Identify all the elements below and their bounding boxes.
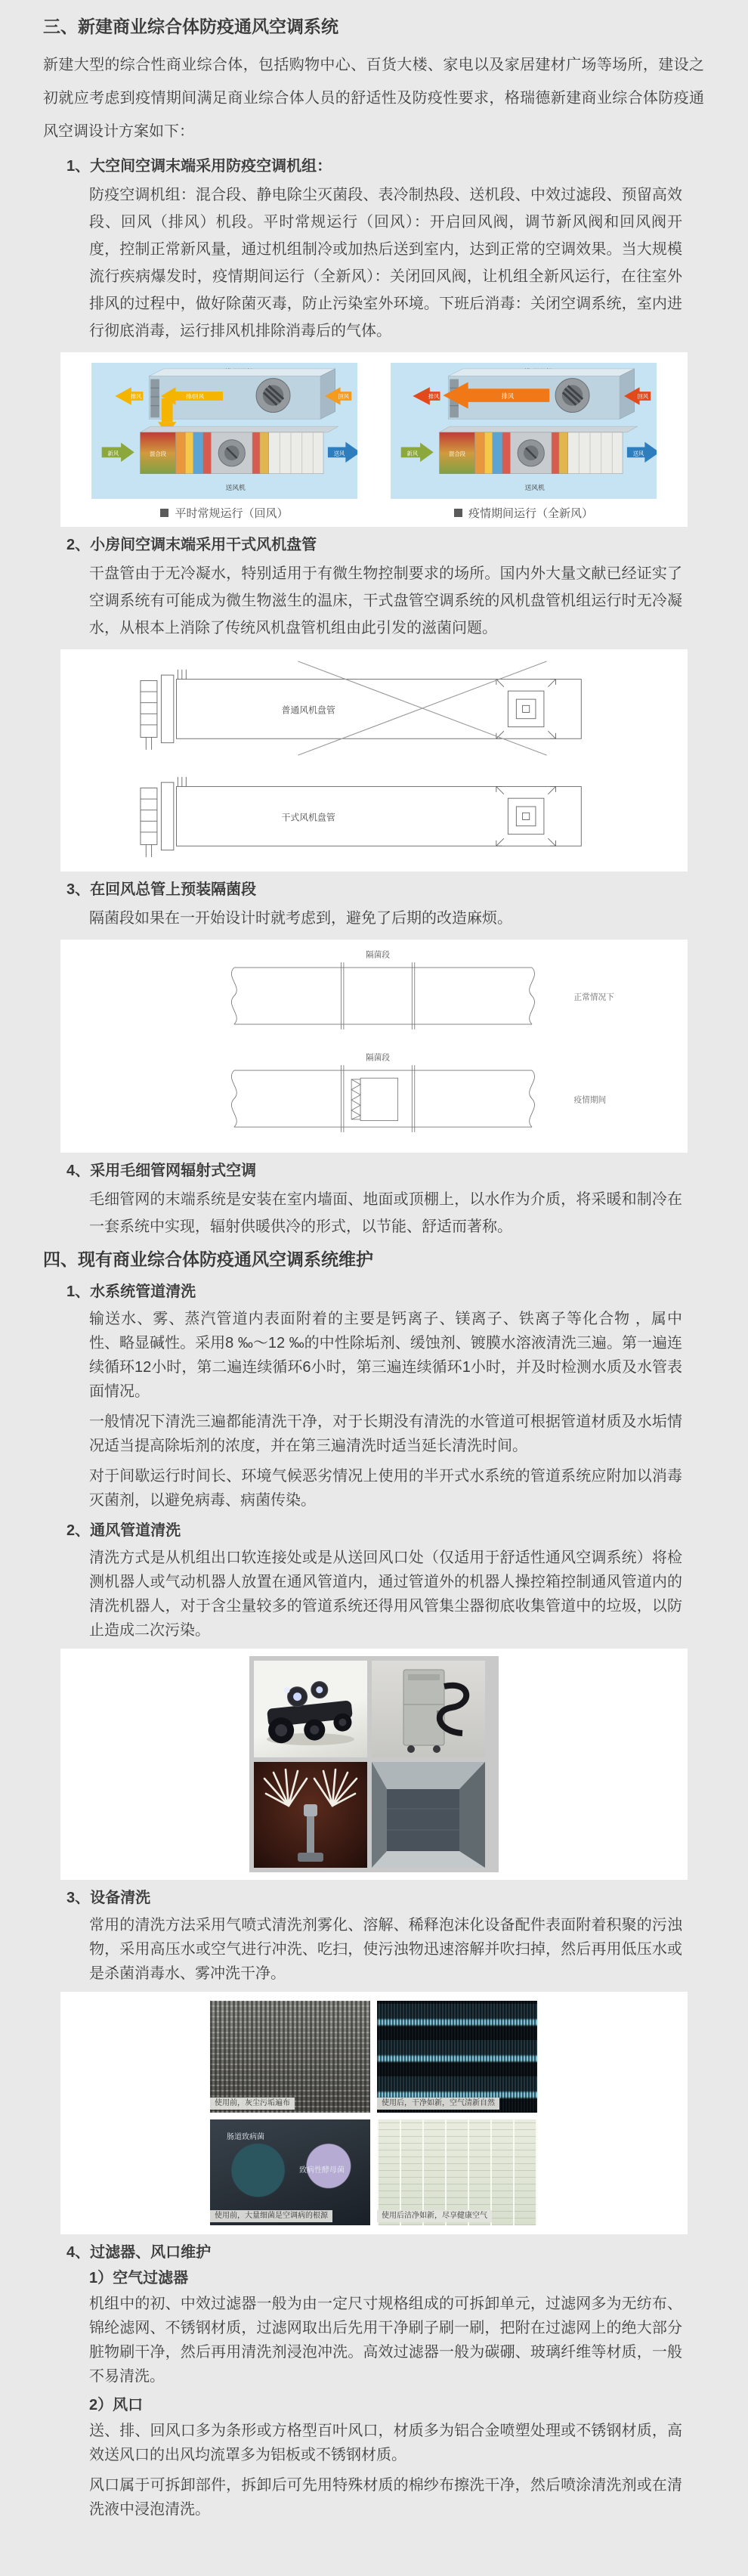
ahu-diagram-normal-mode xyxy=(91,363,357,499)
s3-item2-title: 2、小房间空调末端采用干式风机盘管 xyxy=(66,537,317,553)
photo-duct-interior xyxy=(372,1762,485,1868)
robot-illustration xyxy=(254,1661,367,1757)
germ-label: 肠道致病菌 xyxy=(227,2133,264,2141)
robot-photo-grid xyxy=(249,1656,499,1872)
seg-label: 隔菌段 xyxy=(366,950,391,960)
photo-filter-after xyxy=(377,2119,537,2225)
ahu-normal-svg xyxy=(91,363,357,499)
s4-item1-p1: 输送水、雾、蒸汽管道内表面附着的主要是钙离子、镁离子、铁离子等化合物 ，属中性、略显碱性。采用8 ‰～12 ‰的中性除垢剂、缓蚀剂、镀膜水溶液清洗三遍。第一遍连续循环12小时，第二遍连续循环6小时，第三遍连续循环1小时，并及时检测水质及水管表面情况。 xyxy=(89,1311,682,1400)
section3-title: 三、新建商业综合体防疫通风空调系统 xyxy=(43,17,338,36)
germ-label: 致病性酵母菌 xyxy=(299,2166,345,2175)
figure-caption-epidemic xyxy=(391,505,657,521)
s3-item1-title: 1、大空间空调末端采用防疫空调机组： xyxy=(66,158,332,175)
figure-fan-coils xyxy=(60,649,688,872)
fcu-label: 干式风机盘管 xyxy=(281,812,335,823)
fcu-ordinary-drawing xyxy=(87,660,661,757)
s3-item3-title: 3、在回风总管上预装隔菌段 xyxy=(66,881,257,898)
duct-interior-illustration xyxy=(372,1762,485,1868)
photo-brush-tool xyxy=(254,1762,367,1868)
figure-cleaning-results xyxy=(60,1992,688,2234)
seg-normal-drawing xyxy=(76,946,672,1042)
mix-flow-label: 排/回风 xyxy=(186,392,205,400)
section3-intro: 新建大型的综合性商业综合体，包括购物中心、百货大楼、家电以及家居建材广场等场所，建设之初就应考虑到疫情期间满足商业综合体人员的舒适性及防疫性要求，格瑞德新建商业综合体防疫通风空调设计方案如下： xyxy=(43,57,704,140)
supply-fan-label: 送风机 xyxy=(225,484,246,492)
bullet-square-icon xyxy=(454,509,462,517)
s4-item2-body: 清洗方式是从机组出口软连接处或是从送回风口处（仅适用于舒适性通风空调系统）将检测机器人或气动机器人放置在通风管道内，通过管道外的机器人操控箱控制通风管道内的清洗机器人，对于含尘量较多的管道系统还得用风管集尘器彻底收集管道中的垃圾，以防止造成二次污染。 xyxy=(89,1550,682,1639)
caption-text: 平时常规运行（回风） xyxy=(175,507,289,520)
supply-fan-label: 送风机 xyxy=(524,484,545,492)
photo-coil-before xyxy=(210,2001,370,2113)
photo-caption: 使用后，干净如新，空气清新自然 xyxy=(377,2098,499,2110)
seg-label: 隔菌段 xyxy=(366,1053,391,1063)
s4-item1-p3: 对于间歇运行时间长、环境气候恶劣情况上使用的半开式水系统的管道系统应附加以消毒灭菌剂，以避免病毒、病菌传染。 xyxy=(89,1468,682,1509)
seg-note: 疫情期间 xyxy=(573,1095,607,1105)
s4-item4-sub2-title: 2）风口 xyxy=(89,2397,144,2413)
return-label: 回风 xyxy=(637,392,649,400)
s3-item3-body: 隔菌段如果在一开始设计时就考虑到，避免了后期的改造麻烦。 xyxy=(89,910,512,927)
s4-item4-sub1-title: 1）空气过滤器 xyxy=(89,2270,189,2287)
seg-note: 正常情况下 xyxy=(573,992,614,1002)
photo-caption: 使用前，灰尘污垢遍布 xyxy=(210,2098,295,2110)
s3-item1-body: 防疫空调机组：混合段、静电除尘灭菌段、表冷制热段、送机段、中效过滤段、预留高效段、回风（排风）机段。平时常规运行（回风）：开启回风阀，调节新风阀和回风阀开度，控制正常新风量，通过机组制冷或加热后送到室内，达到正常的空调效果。当大规模流行疾病爆发时，疫情期间运行（全新风）：关闭回风阀，让机组全新风运行，在往室外排风的过程中，做好除菌灭毒，防止污染室外环境。下班后消毒：关闭空调系统，室内进行彻底消毒，运行排风机排除消毒后的气体。 xyxy=(89,187,682,339)
fcu-label: 普通风机盘管 xyxy=(281,704,335,716)
photo-cleaning-robot xyxy=(254,1661,367,1757)
photo-coil-after xyxy=(377,2001,537,2113)
mixing-label: 混合段 xyxy=(150,450,166,458)
s3-item4-body: 毛细管网的末端系统是安装在室内墙面、地面或顶棚上，以水作为介质，将采暖和制冷在一套系统中实现，辐射供暖供冷的形式，以节能、舒适而著称。 xyxy=(89,1191,682,1235)
photo-dust-collector xyxy=(372,1661,485,1757)
supply-air-label: 送风 xyxy=(632,450,644,457)
figure-germ-isolation xyxy=(60,940,688,1153)
s4-item3-title: 3、设备清洗 xyxy=(66,1890,151,1906)
s4-item4-title: 4、过滤器、风口维护 xyxy=(66,2244,212,2261)
s4-item1-p2: 一般情况下清洗三遍都能清洗干净，对于长期没有清洗的水管道可根据管道材质及水垢情况适当提高除垢剂的浓度，并在第三遍清洗时适当延长清洗时间。 xyxy=(89,1413,682,1454)
fresh-air-label: 新风 xyxy=(107,450,119,457)
figure-duct-robots xyxy=(60,1649,688,1880)
fresh-air-label: 新风 xyxy=(406,450,419,457)
bullet-square-icon xyxy=(160,509,168,517)
ahu-epidemic-svg xyxy=(391,363,657,499)
caption-text: 疫情期间运行（全新风） xyxy=(468,507,593,520)
s4-item4-sub1-body: 机组中的初、中效过滤器一般为由一定尺寸规格组成的可拆卸单元，过滤网多为无纺布、锦纶滤网、不锈钢材质，过滤网取出后先用干净刷子刷一刷，把附在过滤网上的绝大部分脏物刷干净，然后再用清洗剂浸泡冲洗。高效过滤器一般为碳硼、玻璃纤维等材质，一般不易清洗。 xyxy=(89,2296,682,2385)
cleaning-photo-grid xyxy=(210,2001,538,2225)
figure-ahu-modes xyxy=(60,352,688,527)
s4-item4-sub2-p2: 风口属于可拆卸部件，拆卸后可先用特殊材质的棉纱布擦洗干净，然后喷涂清洗剂或在清洗液中浸泡清洗。 xyxy=(89,2477,682,2518)
photo-caption: 使用前，大量细菌是空调病的根源 xyxy=(210,2210,332,2222)
exhaust-label: 排风 xyxy=(130,392,142,400)
section4-title: 四、现有商业综合体防疫通风空调系统维护 xyxy=(43,1249,373,1269)
seg-epidemic-drawing xyxy=(76,1048,672,1145)
main-exhaust-label: 排风 xyxy=(501,392,515,400)
figure-caption-normal xyxy=(91,505,357,521)
mixing-label: 混合段 xyxy=(449,450,465,458)
brush-illustration xyxy=(254,1762,367,1868)
s4-item3-body: 常用的清洗方法采用气喷式清洗剂雾化、溶解、稀释泡沫化设备配件表面附着积聚的污浊物，采用高压水或空气进行冲洗、吃扫，使污浊物迅速溶解并吹扫掉，然后再用低压水或是杀菌消毒水、雾冲洗干净。 xyxy=(89,1917,682,1982)
s4-item1-title: 1、水系统管道清洗 xyxy=(66,1283,196,1300)
photo-bacteria-before xyxy=(210,2119,370,2225)
exhaust-label: 排风 xyxy=(428,392,440,400)
s3-item2-body: 干盘管由于无冷凝水，特别适用于有微生物控制要求的场所。国内外大量文献已经证实了空调系统有可能成为微生物滋生的温床，干式盘管空调系统的风机盘管机组运行时无冷凝水，从根本上消除了传统风机盘管机组由此引发的滋菌问题。 xyxy=(89,565,682,636)
dust-collector-illustration xyxy=(372,1661,485,1757)
fcu-dry-drawing xyxy=(87,767,661,864)
supply-air-label: 送风 xyxy=(333,450,345,457)
s4-item2-title: 2、通风管道清洗 xyxy=(66,1522,181,1539)
ahu-diagram-epidemic-mode xyxy=(391,363,657,499)
return-label: 回风 xyxy=(338,392,350,400)
s3-item4-title: 4、采用毛细管网辐射式空调 xyxy=(66,1163,257,1179)
s4-item4-sub2-p1: 送、排、回风口多为条形或方格型百叶风口，材质多为铝合金喷塑处理或不锈钢材质，高效送风口的出风均流罩多为铝板或不锈钢材质。 xyxy=(89,2423,682,2463)
photo-caption: 使用后洁净如新，尽享健康空气 xyxy=(377,2210,492,2222)
